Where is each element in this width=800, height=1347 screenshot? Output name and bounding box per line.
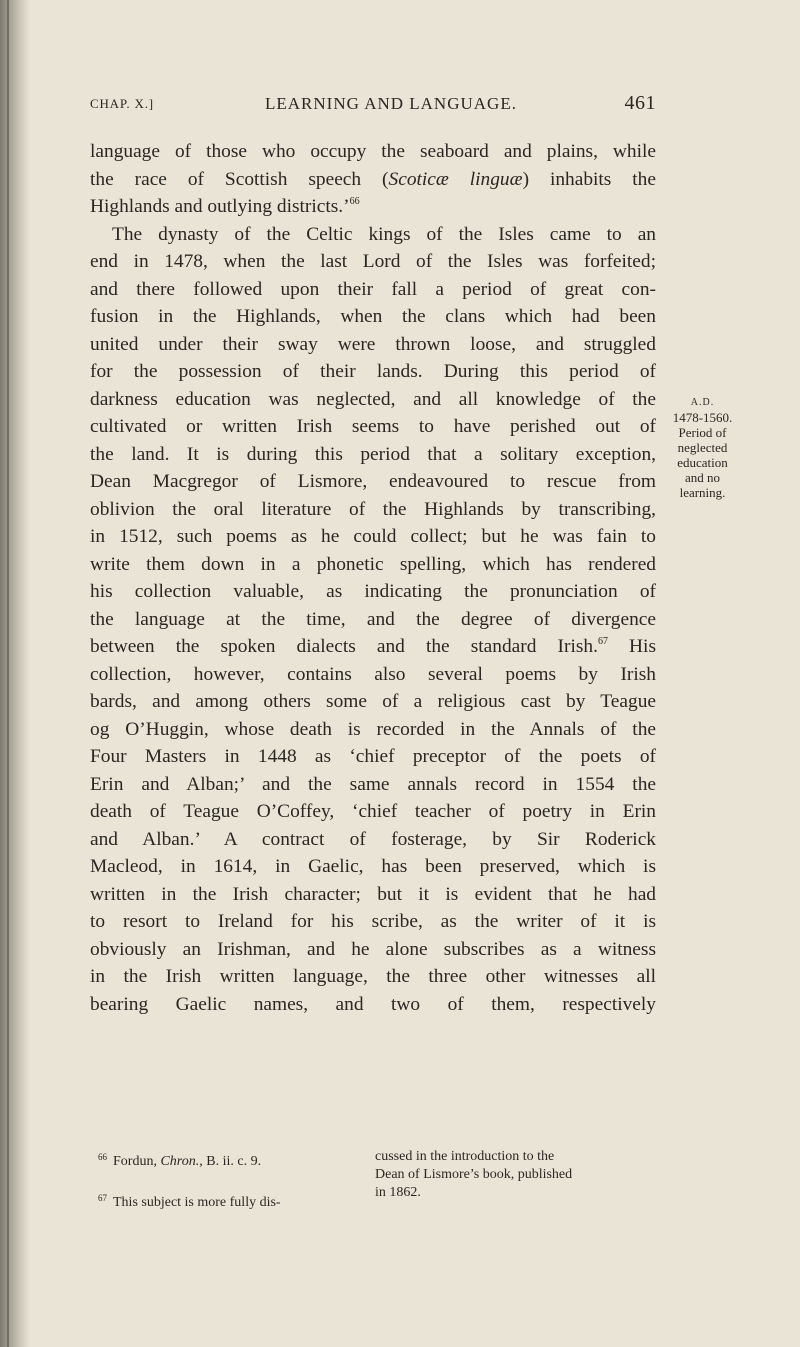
text-line: The dynasty of the Celtic kings of the Isles came to an — [112, 223, 656, 245]
text-line: for the possession of their lands. During this period of — [90, 361, 656, 382]
margin-note-line: learning. — [679, 485, 726, 500]
text-line: Highlands and outlying districts.’$^{66}$ — [90, 196, 360, 217]
text-line: collection, however, contains also several poems by Irish — [90, 663, 656, 685]
running-title: LEARNING AND LANGUAGE. — [265, 94, 517, 113]
margin-note-era: A.D. — [690, 397, 715, 408]
footnote-work-title: Chron. — [160, 1154, 200, 1169]
text-line: the land. It is during this period that a solitary exception, — [90, 443, 656, 465]
text-line: Four Masters in 1448 as ‘chief preceptor of the poets of — [90, 746, 656, 767]
text-line: darkness education was neglected, and all knowledge of the — [90, 388, 656, 410]
text-line: and there followed upon their fall a period of great con- — [90, 278, 656, 300]
margin-note-line: Period of — [678, 425, 727, 440]
margin-note — [665, 395, 740, 500]
footnote-67: $^{67}$ This subject is more fully dis- — [98, 1193, 281, 1210]
text-line: his collection valuable, as indicating the pronunciation of — [90, 581, 656, 602]
text-line: the language at the time, and the degree of divergence — [90, 608, 656, 630]
text-line: language of those who occupy the seaboard and plains, while — [90, 141, 656, 162]
footnote-continuation: in 1862. — [375, 1185, 421, 1200]
text-line: og O’Huggin, whose death is recorded in the Annals of the — [90, 718, 656, 740]
text-line: to resort to Ireland for his scribe, as the writer of it is — [90, 911, 656, 932]
footnote-66: $^{66}$ Fordun, Chron., B. ii. c. 9. — [98, 1152, 262, 1169]
text-line: Macleod, in 1614, in Gaelic, has been preserved, which is — [90, 856, 656, 877]
text-line: death of Teague O’Coffey, ‘chief teacher of poetry in Erin — [90, 801, 656, 822]
text-line: Erin and Alban;’ and the same annals record in 1554 the — [90, 773, 656, 795]
running-head — [90, 92, 656, 120]
footnote-continuation: Dean of Lismore’s book, published — [375, 1167, 573, 1182]
margin-note-years: 1478-1560. — [672, 410, 733, 425]
page-number: 461 — [624, 92, 656, 114]
text-line: obviously an Irishman, and he alone subscribes as a witness — [90, 938, 656, 960]
text-line: in 1512, such poems as he could collect; but he was fain to — [90, 526, 656, 547]
text-line: Dean Macgregor of Lismore, endeavoured to rescue from — [90, 471, 656, 492]
footnotes-left-column — [90, 1148, 340, 1212]
text-line: end in 1478, when the last Lord of the Isles was forfeited; — [90, 251, 656, 272]
text-line: the race of Scottish speech (Scoticæ linguæ) inhabits the — [90, 168, 656, 190]
text-line: fusion in the Highlands, when the clans which had been — [90, 306, 656, 327]
text-line: written in the Irish character; but it is evident that he had — [90, 883, 656, 905]
footnote-ref-66: 66 — [349, 196, 360, 207]
footnote-mark: 67 — [98, 1193, 107, 1203]
margin-note-line: education — [677, 455, 728, 470]
text-line: and Alban.’ A contract of fosterage, by Sir Roderick — [90, 828, 656, 850]
footnote-ref-67: 67 — [597, 636, 608, 647]
text-line: united under their sway were thrown loose, and struggled — [90, 333, 656, 355]
chapter-label: CHAP. X.] — [90, 96, 154, 111]
footnote-mark: 66 — [98, 1152, 107, 1162]
text-line: in the Irish written language, the three other witnesses all — [90, 966, 656, 987]
text-line: write them down in a phonetic spelling, which has rendered — [90, 553, 656, 575]
footnotes-right-column — [375, 1148, 675, 1202]
latin-phrase: Scoticæ linguæ — [388, 168, 523, 190]
text-line: between the spoken dialects and the standard Irish.$^{67}$ His — [90, 636, 656, 657]
text-line: cultivated or written Irish seems to have perished out of — [90, 416, 656, 437]
margin-note-line: and no — [684, 470, 721, 485]
text-line: bearing Gaelic names, and two of them, respectively — [90, 993, 656, 1015]
text-line: bards, and among others some of a religious cast by Teague — [90, 691, 656, 712]
text-line: oblivion the oral literature of the Highlands by transcribing, — [90, 498, 656, 520]
margin-note-line: neglected — [677, 440, 728, 455]
footnote-continuation: cussed in the introduction to the — [375, 1149, 555, 1164]
body-text — [90, 138, 656, 1018]
